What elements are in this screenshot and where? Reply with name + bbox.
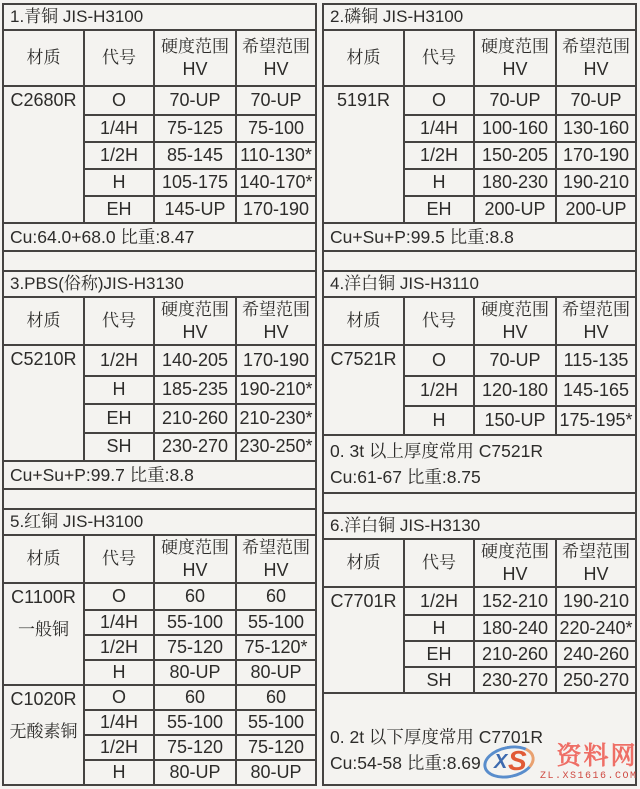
hardness-cell: 70-UP bbox=[475, 346, 557, 375]
code-cell: H bbox=[405, 405, 475, 434]
header-desired-unit: HV bbox=[583, 59, 609, 79]
watermark-text bbox=[540, 743, 638, 782]
desired-cell: 60 bbox=[237, 684, 315, 709]
header-desired-label: 希望范围 bbox=[562, 37, 630, 56]
code-cell: 1/2H bbox=[405, 375, 475, 404]
desired-cell: 55-100 bbox=[237, 609, 315, 634]
header-desired-unit: HV bbox=[583, 322, 609, 342]
header-code: 代号 bbox=[405, 298, 475, 344]
hardness-cell: 100-160 bbox=[475, 114, 557, 141]
table-gap bbox=[4, 488, 315, 508]
header-hardness-unit: HV bbox=[502, 564, 528, 584]
hardness-cell: 70-UP bbox=[475, 87, 557, 114]
material-alias: 无酸素铜 bbox=[9, 722, 78, 741]
material-table-5 bbox=[4, 508, 315, 784]
hardness-cell: 150-205 bbox=[475, 141, 557, 168]
header-desired-unit: HV bbox=[583, 564, 609, 584]
desired-cell: 220-240* bbox=[557, 614, 635, 640]
header-hardness-label: 硬度范围 bbox=[481, 542, 549, 561]
header-code: 代号 bbox=[85, 31, 155, 85]
code-cell: H bbox=[405, 168, 475, 195]
hardness-cell: 180-240 bbox=[475, 614, 557, 640]
table-title: 3.PBS(俗称)JIS-H3130 bbox=[4, 272, 315, 298]
desired-cell: 190-210 bbox=[557, 168, 635, 195]
code-cell: 1/2H bbox=[85, 634, 155, 659]
header-desired-range bbox=[237, 31, 315, 85]
desired-cell: 170-190 bbox=[237, 195, 315, 222]
desired-cell: 130-160 bbox=[557, 114, 635, 141]
code-cell: EH bbox=[405, 195, 475, 222]
material-name: C7701R bbox=[330, 591, 397, 611]
code-cell: 1/2H bbox=[405, 141, 475, 168]
header-hardness-range bbox=[475, 31, 557, 85]
code-cell: EH bbox=[405, 640, 475, 666]
header-hardness-range bbox=[475, 540, 557, 586]
header-desired-range bbox=[557, 298, 635, 344]
header-code: 代号 bbox=[405, 31, 475, 85]
hardness-cell: 60 bbox=[155, 684, 237, 709]
code-cell: 1/4H bbox=[85, 114, 155, 141]
header-hardness-unit: HV bbox=[182, 322, 208, 342]
table-header-row bbox=[4, 31, 315, 87]
hardness-cell: 60 bbox=[155, 584, 237, 609]
header-hardness-range bbox=[155, 298, 237, 344]
header-hardness-label: 硬度范围 bbox=[481, 37, 549, 56]
material-table-3 bbox=[4, 270, 315, 488]
desired-cell: 145-165 bbox=[557, 375, 635, 404]
hardness-cell: 185-235 bbox=[155, 375, 237, 404]
desired-cell: 60 bbox=[265, 586, 287, 606]
material-name: C1020R bbox=[10, 689, 77, 709]
header-desired-label: 希望范围 bbox=[242, 37, 310, 56]
material-name: C1100R bbox=[11, 587, 76, 607]
desired-cell: 110-130* bbox=[237, 141, 315, 168]
table-title: 2.磷铜 JIS-H3100 bbox=[324, 5, 635, 31]
header-hardness-unit: HV bbox=[182, 59, 208, 79]
table-header-row bbox=[324, 540, 635, 588]
desired-cell: 240-260 bbox=[557, 640, 635, 666]
right-table-column bbox=[322, 3, 637, 786]
table-footer bbox=[4, 460, 315, 488]
material-table-4 bbox=[324, 270, 635, 492]
hardness-cell: 150-UP bbox=[475, 405, 557, 434]
table-footer bbox=[324, 222, 635, 250]
footer-line: Cu:64.0+68.0 比重:8.47 bbox=[10, 227, 195, 247]
material-name: 5191R bbox=[336, 90, 391, 110]
hardness-cell: 230-270 bbox=[155, 432, 237, 461]
footer-line: Cu:54-58 比重:8.69 bbox=[330, 753, 481, 773]
watermark-site-url: ZL.XS1616.COM bbox=[540, 770, 638, 782]
code-cell: 1/4H bbox=[405, 114, 475, 141]
code-cell: O bbox=[405, 346, 475, 375]
hardness-cell: 210-260 bbox=[155, 403, 237, 432]
material-cell bbox=[4, 346, 85, 460]
watermark bbox=[482, 739, 638, 785]
header-hardness-label: 硬度范围 bbox=[161, 538, 229, 557]
hardness-cell: 120-180 bbox=[475, 375, 557, 404]
hardness-cell: 70-UP bbox=[155, 87, 237, 114]
header-hardness-unit: HV bbox=[502, 59, 528, 79]
code-cell: H bbox=[405, 614, 475, 640]
header-hardness-range bbox=[155, 31, 237, 85]
desired-cell: 75-120* bbox=[237, 634, 315, 659]
material-name: C5210R bbox=[10, 349, 77, 369]
footer-line: Cu:61-67 比重:8.75 bbox=[330, 467, 481, 487]
header-material: 材质 bbox=[4, 536, 85, 582]
table-title: 4.洋白铜 JIS-H3110 bbox=[324, 272, 635, 298]
table-body bbox=[4, 584, 315, 784]
material-table-2 bbox=[324, 5, 635, 250]
code-cell: O bbox=[405, 87, 475, 114]
code-cell: H bbox=[85, 759, 155, 784]
table-header-row bbox=[4, 298, 315, 346]
watermark-logo-s: S bbox=[508, 745, 527, 776]
watermark-site-name: 资料网 bbox=[556, 741, 638, 770]
table-body bbox=[324, 588, 635, 692]
watermark-logo bbox=[482, 742, 540, 782]
desired-cell: 115-135 bbox=[563, 350, 629, 371]
code-cell: 1/2H bbox=[85, 346, 155, 375]
table-body bbox=[4, 87, 315, 222]
code-cell: O bbox=[85, 684, 155, 709]
header-desired-label: 希望范围 bbox=[242, 538, 310, 557]
header-material: 材质 bbox=[324, 298, 405, 344]
header-material: 材质 bbox=[324, 31, 405, 85]
desired-cell: 55-100 bbox=[237, 709, 315, 734]
header-hardness-unit: HV bbox=[502, 322, 528, 342]
hardness-cell: 75-120 bbox=[155, 734, 237, 759]
code-cell: O bbox=[85, 87, 155, 114]
table-title: 5.红铜 JIS-H3100 bbox=[4, 510, 315, 536]
footer-line: Cu+Su+P:99.5 比重:8.8 bbox=[330, 227, 514, 247]
desired-cell: 200-UP bbox=[557, 195, 635, 222]
hardness-cell: 85-145 bbox=[155, 141, 237, 168]
desired-cell: 190-210 bbox=[562, 590, 630, 611]
code-cell: 1/2H bbox=[405, 588, 475, 614]
code-cell: SH bbox=[85, 432, 155, 461]
header-hardness-range bbox=[155, 536, 237, 582]
hardness-cell: 105-175 bbox=[155, 168, 237, 195]
material-cell bbox=[4, 684, 85, 784]
table-gap bbox=[324, 250, 635, 270]
header-hardness-label: 硬度范围 bbox=[161, 300, 229, 319]
code-cell: EH bbox=[85, 403, 155, 432]
table-title: 6.洋白铜 JIS-H3130 bbox=[324, 514, 635, 540]
hardness-cell: 80-UP bbox=[155, 659, 237, 684]
hardness-cell: 152-210 bbox=[475, 588, 557, 614]
hardness-cell: 230-270 bbox=[475, 666, 557, 692]
code-cell: O bbox=[85, 584, 155, 609]
header-code: 代号 bbox=[85, 298, 155, 344]
material-cell bbox=[4, 87, 85, 222]
hardness-cell: 180-230 bbox=[475, 168, 557, 195]
hardness-cell: 145-UP bbox=[155, 195, 237, 222]
header-code: 代号 bbox=[405, 540, 475, 586]
desired-cell: 75-100 bbox=[237, 114, 315, 141]
code-cell: H bbox=[85, 659, 155, 684]
material-cell bbox=[324, 87, 405, 222]
header-material: 材质 bbox=[324, 540, 405, 586]
code-cell: 1/4H bbox=[85, 709, 155, 734]
footer-line: Cu+Su+P:99.7 比重:8.8 bbox=[10, 465, 194, 485]
hardness-cell: 55-100 bbox=[155, 709, 237, 734]
header-desired-range bbox=[237, 536, 315, 582]
table-body bbox=[4, 346, 315, 460]
header-hardness-unit: HV bbox=[182, 560, 208, 580]
desired-cell: 70-UP bbox=[250, 90, 302, 110]
header-code: 代号 bbox=[85, 536, 155, 582]
header-desired-label: 希望范围 bbox=[242, 300, 310, 319]
table-header-row bbox=[324, 298, 635, 346]
left-table-column bbox=[2, 3, 317, 786]
hardness-cell: 200-UP bbox=[475, 195, 557, 222]
desired-cell: 210-230* bbox=[237, 403, 315, 432]
code-cell: H bbox=[85, 168, 155, 195]
header-desired-range bbox=[237, 298, 315, 344]
desired-cell: 80-UP bbox=[237, 759, 315, 784]
header-desired-unit: HV bbox=[263, 560, 289, 580]
desired-cell: 140-170* bbox=[237, 168, 315, 195]
hardness-cell: 75-120 bbox=[155, 634, 237, 659]
table-header-row bbox=[324, 31, 635, 87]
header-desired-range bbox=[557, 540, 635, 586]
table-header-row bbox=[4, 536, 315, 584]
hardness-cell: 55-100 bbox=[155, 609, 237, 634]
desired-cell: 230-250* bbox=[237, 432, 315, 461]
header-desired-unit: HV bbox=[263, 59, 289, 79]
material-cell bbox=[324, 588, 405, 692]
table-gap bbox=[4, 250, 315, 270]
desired-cell: 190-210* bbox=[237, 375, 315, 404]
desired-cell: 70-UP bbox=[570, 90, 622, 110]
desired-cell: 250-270 bbox=[557, 666, 635, 692]
desired-cell: 170-190 bbox=[557, 141, 635, 168]
table-body bbox=[324, 346, 635, 434]
header-desired-label: 希望范围 bbox=[562, 300, 630, 319]
hardness-cell: 75-125 bbox=[155, 114, 237, 141]
material-name: C7521R bbox=[330, 349, 397, 369]
code-cell: SH bbox=[405, 666, 475, 692]
material-table-1 bbox=[4, 5, 315, 250]
code-cell: H bbox=[85, 375, 155, 404]
material-cell bbox=[4, 584, 85, 684]
desired-cell: 80-UP bbox=[237, 659, 315, 684]
header-hardness-label: 硬度范围 bbox=[161, 37, 229, 56]
desired-cell: 175-195* bbox=[557, 405, 635, 434]
hardness-cell: 210-260 bbox=[475, 640, 557, 666]
desired-cell: 170-190 bbox=[242, 349, 310, 370]
material-alias: 一般铜 bbox=[18, 620, 69, 639]
table-footer bbox=[4, 222, 315, 250]
header-hardness-range bbox=[475, 298, 557, 344]
table-title: 1.青铜 JIS-H3100 bbox=[4, 5, 315, 31]
table-gap bbox=[324, 492, 635, 512]
code-cell: 1/4H bbox=[85, 609, 155, 634]
table-body bbox=[324, 87, 635, 222]
code-cell: 1/2H bbox=[85, 141, 155, 168]
footer-line: 0. 3t 以上厚度常用 C7521R bbox=[330, 441, 543, 461]
header-desired-label: 希望范围 bbox=[562, 542, 630, 561]
material-name: C2680R bbox=[10, 90, 77, 110]
code-cell: 1/2H bbox=[85, 734, 155, 759]
material-cell bbox=[324, 346, 405, 434]
desired-cell: 75-120 bbox=[237, 734, 315, 759]
hardness-cell: 140-205 bbox=[155, 346, 237, 375]
header-material: 材质 bbox=[4, 31, 85, 85]
header-material: 材质 bbox=[4, 298, 85, 344]
footer-line: 0. 2t 以下厚度常用 C7701R bbox=[330, 727, 543, 747]
header-hardness-label: 硬度范围 bbox=[481, 300, 549, 319]
watermark-logo-x: X bbox=[494, 751, 508, 773]
code-cell: EH bbox=[85, 195, 155, 222]
hardness-cell: 80-UP bbox=[155, 759, 237, 784]
header-desired-range bbox=[557, 31, 635, 85]
header-desired-unit: HV bbox=[263, 322, 289, 342]
table-footer bbox=[324, 434, 635, 492]
